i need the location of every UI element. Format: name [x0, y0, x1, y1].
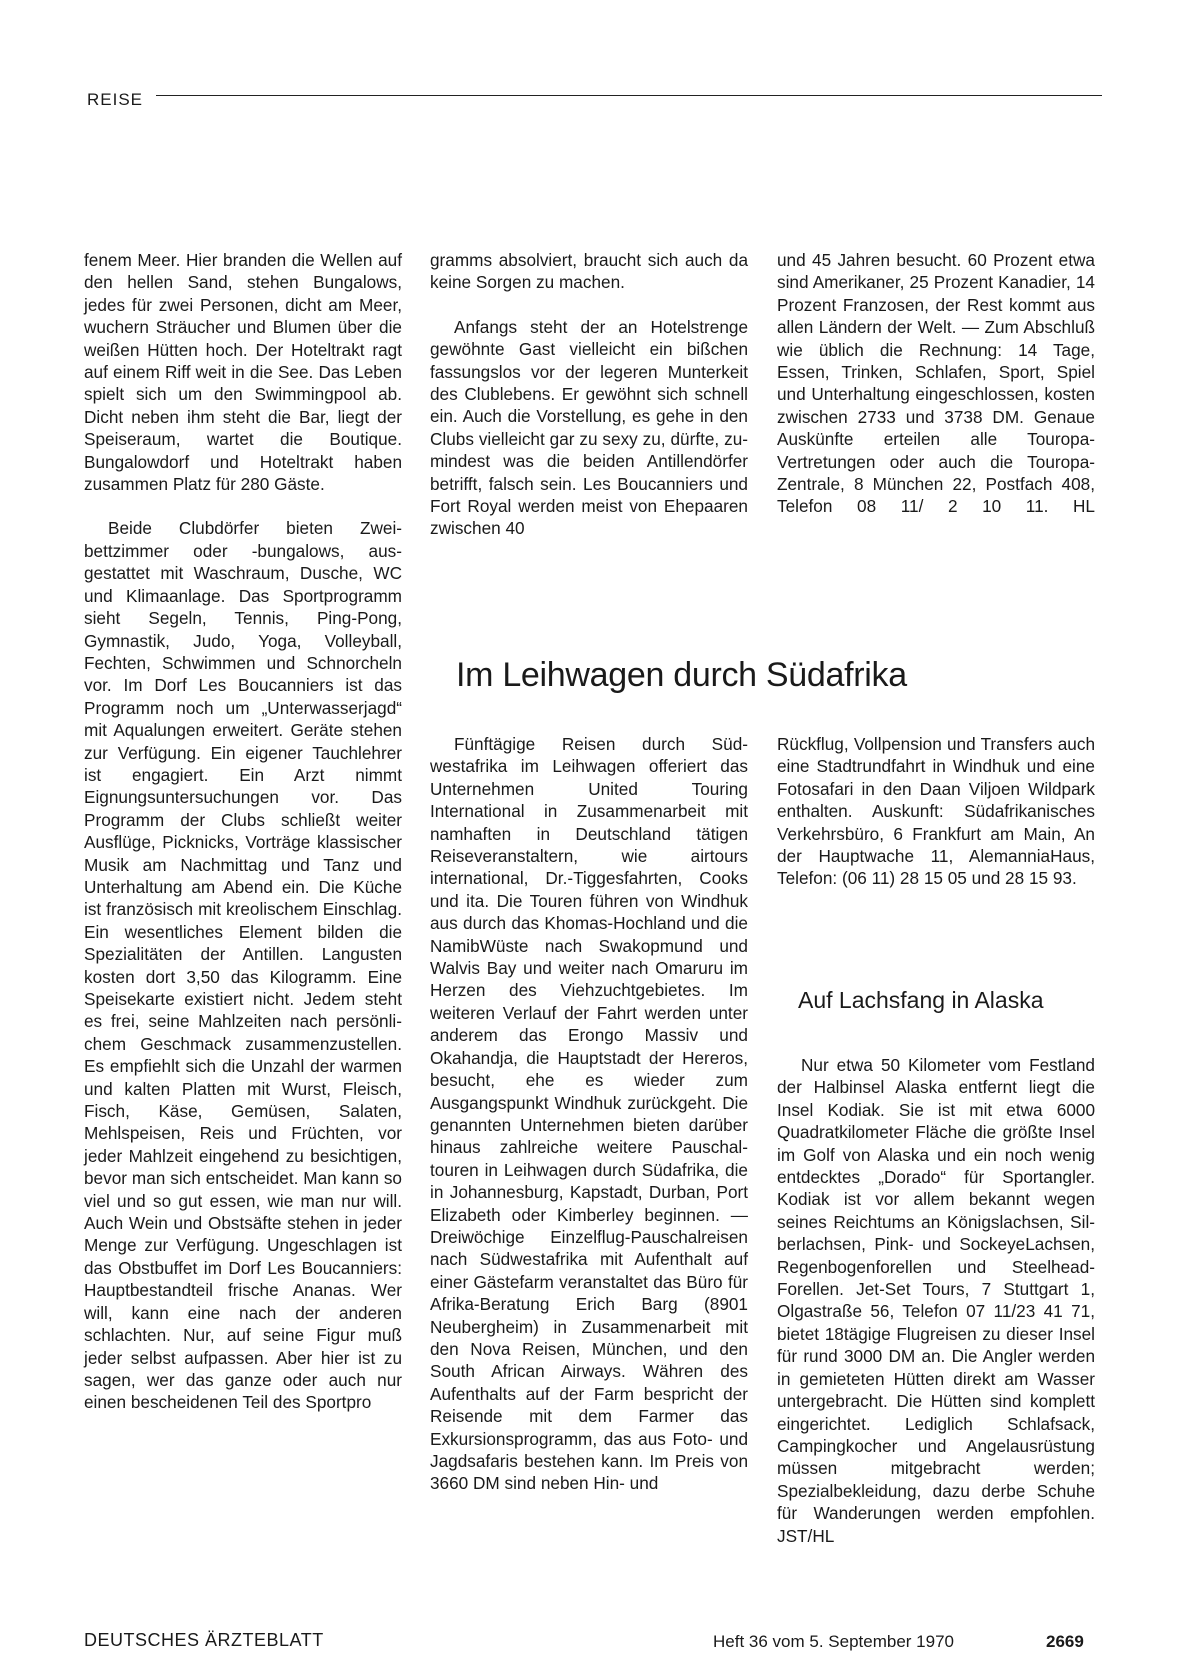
article3-col3-paragraph1: Nur etwa 50 Kilometer vom Festland der Halbinsel Alaska entfernt liegt die Insel Kodiak. Sie ist mit etwa 6000 Quadratkilometer Fläche die größte Insel im Golf von Alaska und ein noch wenig entdecktes „Dorado“ für Sportangler. Kodiak ist vor allem bekannt wegen seines Reichtums an Königslachsen, Silberlachsen, Pink- und SockeyeLachsen, Regenbogenforellen und Steelhead-Forellen. Jet-Set Tours, 7 Stuttgart 1, Olgastraße 56, Telefon 07 11/23 41 71, bietet 18tägige Flugreisen zu dieser Insel für rund 3000 DM an. Die Angler werden in gemieteten Hütten direkt am Wasser untergebracht. Die Hütten sind komplett eingerichtet. Lediglich Schlafsack, Campingkocher und Angelausrüstung müssen mitgebracht werden; Spezialbekleidung, dazu derbe Schuhe für Wanderungen werden empfohlen. JST/HL — [777, 1055, 1095, 1546]
article1-col2-paragraph1: gramms absolviert, braucht sich auch da keine Sorgen zu machen. — [430, 250, 748, 293]
article1-col1-paragraph1: fenem Meer. Hier branden die Wellen auf den hellen Sand, stehen Bungalows, jedes für zwei Personen, dicht am Meer, wuchern Sträucher und Blumen über die weißen Hütten hoch. Der Hoteltrakt ragt auf einem Riff weit in die See. Das Leben spielt sich um den Swimmingpool ab. Dicht neben ihm steht die Bar, liegt der Speiseraum, wartet die Boutique. Bungalowdorf und Hoteltrakt haben zusammen Platz für 280 Gäste. — [84, 250, 402, 495]
header-rule — [156, 95, 1102, 96]
footer-issue: Heft 36 vom 5. September 1970 — [713, 1632, 954, 1651]
article2-headline: Im Leihwagen durch Südafrika — [456, 656, 907, 694]
article1-col3-paragraph1: und 45 Jahren besucht. 60 Prozent etwa sind Amerikaner, 25 Prozent Kanadier, 14 Prozent Franzosen, der Rest kommt aus allen Ländern der Welt. — Zum Abschluß wie üblich die Rechnung: 14 Tage, Essen, Trinken, Schlafen, Sport, Spiel und Unterhaltung eingeschlossen, kosten zwischen 2733 und 3738 DM. Genaue Auskünfte erteilen alle Touropa-Vertretungen oder auch die Touropa-Zentrale, 8 München 22, Postfach 408, Telefon 08 11/ 2 10 11. HL — [777, 250, 1095, 517]
article2-col2-paragraph1: Fünftägige Reisen durch Südwestafrika im Leihwagen offeriert das Unternehmen United Touring International in Zusammenarbeit mit namhaften in Deutschland tätigen Reiseveranstaltern, wie airtours international, Dr.-Tiggesfahrten, Cooks und ita. Die Touren führen von Windhuk aus durch das Khomas-Hochland und die NamibWüste nach Swakopmund und Walvis Bay und weiter nach Omaruru im Herzen des Viehzuchtgebietes. Im weiteren Verlauf der Fahrt werden unter anderem das Erongo Massiv und Okahandja, die Hauptstadt der Hereros, besucht, ehe es wieder zum Ausgangspunkt Windhuk zurückgeht. Die genannten Unternehmen bieten darüber hinaus zahlreiche weitere Pauschaltouren in Leihwagen durch Südafrika, die in Johannesburg, Kapstadt, Durban, Port Elizabeth oder Kimberley beginnen. — Dreiwöchige Einzelflug-Pauschalreisen nach Südwestafrika mit Aufenthalt auf einer Gästefarm veranstaltet das Büro für Afrika-Beratung Erich Barg (8901 Neubergheim) in Zusammenarbeit mit den Nova Reisen, München, und den South African Airways. Währen des Aufenthalts auf der Farm bespricht der Reisende mit dem Farmer das Exkursionsprogramm, das aus Foto- und Jagdsafaris bestehen kann. Im Preis von 3660 DM sind neben Hin- und — [430, 734, 748, 1494]
article1-column3 — [777, 249, 1095, 518]
page-number: 2669 — [1046, 1632, 1084, 1651]
section-label: REISE — [87, 90, 144, 109]
article3-headline: Auf Lachsfang in Alaska — [798, 987, 1044, 1013]
article1-column2 — [430, 249, 748, 540]
footer-publication: DEUTSCHES ÄRZTEBLATT — [84, 1630, 324, 1650]
article1-col1-paragraph2: Beide Clubdörfer bieten Zweibettzimmer oder -bungalows, ausgestattet mit Waschraum, Dusche, WC und Klimaanlage. Das Sportprogramm sieht Segeln, Tennis, Ping-Pong, Gymnastik, Judo, Yoga, Volleyball, Fechten, Schwimmen und Schnorcheln vor. Im Dorf Les Boucanniers ist das Programm noch um „Unterwasserjagd“ mit Aqualungen erweitert. Geräte stehen zur Verfügung. Ein eigener Tauchlehrer ist engagiert. Ein Arzt nimmt Eignungsuntersuchungen vor. Das Programm der Clubs schließt weiter Ausflüge, Picknicks, Vorträge klassischer Musik am Nachmittag und Tanz und Unterhaltung am Abend ein. Die Küche ist französisch mit kreolischem Einschlag. Ein wesentliches Element bilden die Spezialitäten der Antillen. Langusten kosten dort 3,50 das Kilogramm. Eine Speisekarte existiert nicht. Jedem steht es frei, seine Mahlzeiten nach persönlichem Geschmack zusammenzustellen. Es empfiehlt sich die Unzahl der warmen und kalten Platten mit Wurst, Fleisch, Fisch, Käse, Gemüsen, Salaten, Mehlspeisen, Reis und Früchten, vor jeder Mahlzeit eingehend zu besichtigen, bevor man sich entscheidet. Man kann so viel und so gut essen, wie man nur will. Auch Wein und Obstsäfte stehen in jeder Menge zur Verfügung. Ungeschlagen ist das Obstbuffet im Dorf Les Boucanniers: Hauptbestandteil frische Ananas. Wer will, kann eine nach der anderen schlachten. Nur, auf seine Figur muß jeder selbst aufpassen. Aber hier ist zu sagen, wer das ganze oder auch nur einen bescheidenen Teil des Sportpro — [84, 518, 402, 1413]
article2-column3 — [777, 733, 1095, 890]
article3-column3 — [777, 1054, 1095, 1547]
article1-column1 — [84, 249, 402, 1414]
article1-col2-paragraph2: Anfangs steht der an Hotelstrenge gewöhnte Gast vielleicht ein bißchen fassungslos vor der legeren Munterkeit des Clublebens. Er gewöhnt sich schnell ein. Auch die Vorstellung, es gehe in den Clubs vielleicht gar zu sexy zu, dürfte, zumindest was die beiden Antillendörfer betrifft, falsch sein. Les Boucanniers und Fort Royal werden meist von Ehepaaren zwischen 40 — [430, 316, 748, 539]
article2-col3-paragraph1: Rückflug, Vollpension und Transfers auch eine Stadtrundfahrt in Windhuk und eine Fotosafari in den Daan Viljoen Wildpark enthalten. Auskunft: Südafrikanisches Verkehrsbüro, 6 Frankfurt am Main, An der Hauptwache 11, AlemanniaHaus, Telefon: (06 11) 28 15 05 und 28 15 93. — [777, 734, 1095, 889]
article2-column2 — [430, 733, 748, 1495]
